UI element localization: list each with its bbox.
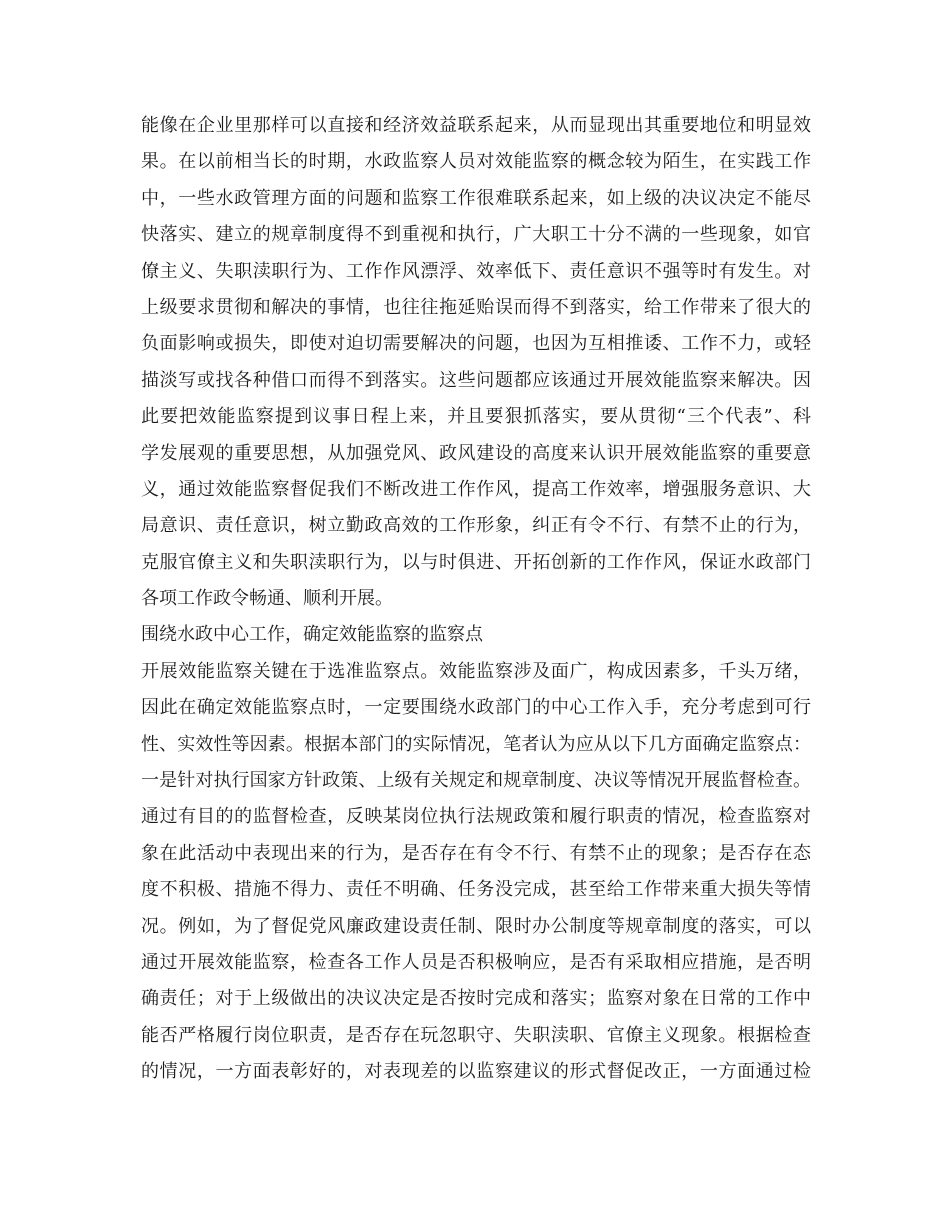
text-line: 度不积极、措施不得力、责任不明确、任务没完成，甚至给工作带来重大损失等情	[141, 879, 811, 901]
body-text	[141, 108, 811, 1091]
text-line: 能否严格履行岗位职责，是否存在玩忽职守、失职渎职、官僚主义现象。根据检查	[141, 1024, 811, 1046]
text-line: 的情况，一方面表彰好的，对表现差的以监察建议的形式督促改正，一方面通过检	[141, 1061, 811, 1083]
text-line: 性、实效性等因素。根据本部门的实际情况，笔者认为应从以下几方面确定监察点：	[141, 733, 811, 755]
text-line: 此要把效能监察提到议事日程上来，并且要狠抓落实，要从贯彻“三个代表”、科	[141, 406, 811, 428]
text-line: 僚主义、失职渎职行为、工作作风漂浮、效率低下、责任意识不强等时有发生。对	[141, 260, 811, 282]
text-line: 开展效能监察关键在于选准监察点。效能监察涉及面广，构成因素多，千头万绪，	[141, 660, 811, 682]
text-line: 一是针对执行国家方针政策、上级有关规定和规章制度、决议等情况开展监督检查。	[141, 770, 811, 792]
text-line: 通过有目的的监督检查，反映某岗位执行法规政策和履行职责的情况，检查监察对	[141, 806, 811, 828]
text-line: 负面影响或损失，即使对迫切需要解决的问题，也因为互相推诿、工作不力，或轻	[141, 333, 811, 355]
text-line: 况。例如，为了督促党风廉政建设责任制、限时办公制度等规章制度的落实，可以	[141, 915, 811, 937]
text-line: 果。在以前相当长的时期，水政监察人员对效能监察的概念较为陌生，在实践工作	[141, 151, 811, 173]
text-line: 局意识、责任意识，树立勤政高效的工作形象，纠正有令不行、有禁不止的行为，	[141, 515, 811, 537]
text-line: 围绕水政中心工作，确定效能监察的监察点	[141, 624, 483, 646]
text-line: 象在此活动中表现出来的行为，是否存在有令不行、有禁不止的现象；是否存在态	[141, 842, 811, 864]
text-line: 中，一些水政管理方面的问题和监察工作很难联系起来，如上级的决议决定不能尽	[141, 187, 811, 209]
text-line: 描淡写或找各种借口而得不到落实。这些问题都应该通过开展效能监察来解决。因	[141, 369, 811, 391]
text-line: 学发展观的重要思想，从加强党风、政风建设的高度来认识开展效能监察的重要意	[141, 442, 811, 464]
text-line: 通过开展效能监察，检查各工作人员是否积极响应，是否有采取相应措施，是否明	[141, 951, 811, 973]
text-line: 克服官僚主义和失职渎职行为，以与时俱进、开拓创新的工作作风，保证水政部门	[141, 551, 811, 573]
text-line: 能像在企业里那样可以直接和经济效益联系起来，从而显现出其重要地位和明显效	[141, 115, 811, 136]
text-line: 确责任；对于上级做出的决议决定是否按时完成和落实；监察对象在日常的工作中	[141, 988, 811, 1010]
text-line: 义，通过效能监察督促我们不断改进工作作风，提高工作效率，增强服务意识、大	[141, 478, 811, 500]
text-line: 因此在确定效能监察点时，一定要围绕水政部门的中心工作入手，充分考虑到可行	[141, 697, 811, 719]
text-line: 快落实、建立的规章制度得不到重视和执行，广大职工十分不满的一些现象，如官	[141, 224, 811, 246]
text-line: 各项工作政令畅通、顺利开展。	[141, 588, 393, 610]
text-line: 上级要求贯彻和解决的事情，也往往拖延贻误而得不到落实，给工作带来了很大的	[141, 296, 811, 318]
